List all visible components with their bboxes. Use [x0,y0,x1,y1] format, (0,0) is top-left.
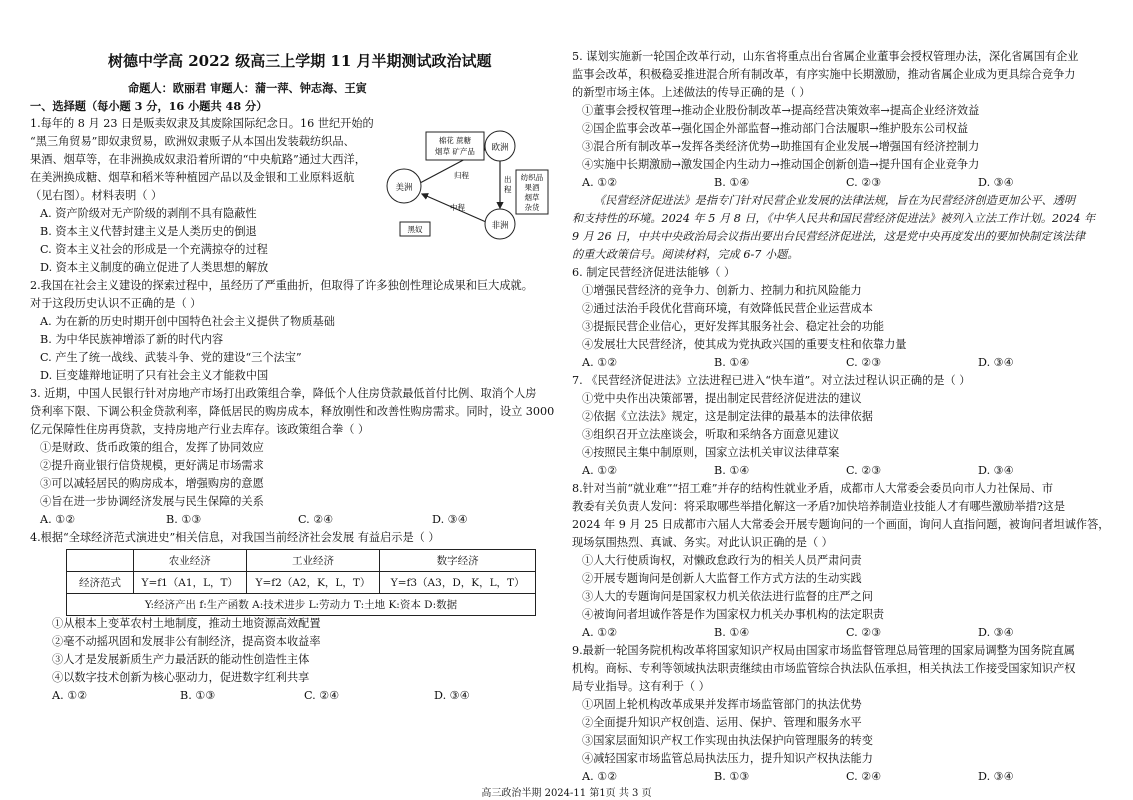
box-right-l3: 烟草 [524,193,540,202]
q5-answer-c: C. ②③ [846,176,882,189]
q7-answer-c: C. ②③ [846,464,882,477]
q8-item: ③人大的专题询问是国家权力机关依法进行监督的庄严之问 [582,590,873,603]
q6-answer-a: A. ①② [582,356,618,369]
q9-item: ④减轻国家市场监管总局执法压力，提升知识产权执法能力 [582,752,873,765]
q7-item: ③组织召开立法座谈会，听取和采纳各方面意见建议 [582,428,840,441]
q6-item: ②通过法治手段优化营商环境，有效降低民营企业运营成本 [582,302,873,315]
q8-item: ④被询问者坦诚作答是作为国家权力机关办事机构的法定职责 [582,608,885,621]
q3-line: 3. 近期，中国人民银行针对房地产市场打出政策组合拳，降低个人住房贷款最低首付比例、取消个人房 [30,387,537,400]
q8-answer-c: C. ②③ [846,626,882,639]
material-line: 和支持性的环境。2024 年 5 月 8 日，《中华人民共和国民营经济促进法》被列入立法工作计划。2024 年 [572,212,1096,225]
middle-label: 中程 [450,203,465,212]
q8-line: 教委有关负责人发问：将采取哪些举措化解这一矛盾?加快培养制造业技能人才有哪些激励举措?这是 [572,500,1066,513]
q9-item: ②全面提升知识产权创造、运用、保护、管理和服务水平 [582,716,862,729]
q1-line: 在美洲换成糖、烟草和稻米等种植园产品以及金银和工业原料返航 [30,171,355,184]
q1-option-a: A. 资产阶级对无产阶级的剥削不具有隐蔽性 [40,207,257,220]
q3-answer-d: D. ③④ [432,513,468,526]
table-header-cell: 农业经济 [134,550,247,572]
q7-answer-d: D. ③④ [978,464,1014,477]
q1-line: 果酒、烟草等，在非洲换成奴隶沿着所谓的“中央航路”通过大西洋， [30,153,366,166]
q9-line: 机构。商标、专利等领域执法职责继续由市场监管综合执法队伍承担，相关执法工作接受国家知识产权 [572,662,1076,675]
q1-option-b: B. 资本主义代替封建主义是人类历史的倒退 [40,225,257,238]
q7-item: ②依据《立法法》规定，这是制定法律的最基本的法律依据 [582,410,873,423]
table-header-cell: 数字经济 [380,550,536,572]
q9-answer-d: D. ③④ [978,770,1014,783]
q8-line: 8.针对当前“就业难”“招工难”并存的结构性就业矛盾，成都市人大常委会委员向市人力社保局、市 [572,482,1054,495]
box-top-line2: 烟草 矿产品 [435,147,475,156]
table-row-label: 经济范式 [67,572,134,594]
q7-item: ④按照民主集中制原则，国家立法机关审议法律草案 [582,446,840,459]
table-header-row [67,550,536,572]
q1-line: 1.每年的 8 月 23 日是贩卖奴隶及其废除国际纪念日。16 世纪开始的 [30,117,374,130]
q5-item: ③混合所有制改革→发挥各类经济优势→助推国有企业发展→增强国有经济控制力 [582,140,980,153]
q9-item: ③国家层面知识产权工作实现由执法保护向管理服务的转变 [582,734,873,747]
return-label: 归程 [454,171,469,180]
q9-answer-a: A. ①② [582,770,618,783]
q3-item: ④旨在进一步协调经济发展与民生保障的关系 [40,495,264,508]
page-title: 树德中学高 2022 级高三上学期 11 月半期测试政治试题 [108,52,492,70]
q8-item: ②开展专题询问是创新人大监督工作方式方法的生动实践 [582,572,862,585]
q7-stem: 7. 《民营经济促进法》立法进程已进入“快车道”。对立法过程认识正确的是（ ） [572,374,971,387]
q4-item: ③人才是发展新质生产力最活跃的能动性创造性主体 [52,653,310,666]
page-footer: 高三政治半期 2024-11 第1页 共 3 页 [481,788,652,799]
q3-item: ③可以减轻居民的购房成本，增强购房的意愿 [40,477,264,490]
q6-item: ①增强民营经济的竞争力、创新力、控制力和抗风险能力 [582,284,862,297]
q4-answer-a: A. ①② [52,689,88,702]
q1-option-c: C. 资本主义社会的形成是一个充满掠夺的过程 [40,243,268,256]
material-line: 《民营经济促进法》是指专门针对民营企业发展的法律法规，旨在为民营经济创造更加公平、透明 [594,194,1076,207]
box-top-line1: 棉花 蔗糖 [438,136,472,145]
q1-line: “黑三角贸易”即奴隶贸易，欧洲奴隶贩子从本国出发装载纺织品、 [30,135,355,148]
q4-stem: 4.根据“全球经济范式演进史”相关信息，对我国当前经济社会发展 有益启示是（ ） [30,531,440,544]
economy-table [66,549,536,616]
table-cell: Y=f1（A1，L，T） [134,572,247,594]
table-cell: Y=f3（A3，D，K，L，T） [380,572,536,594]
q9-answer-b: B. ①③ [714,770,750,783]
triangle-trade-diagram [382,128,550,240]
q6-answer-c: C. ②③ [846,356,882,369]
q6-answer-b: B. ①④ [714,356,750,369]
q1-option-d: D. 资本主义制度的确立促进了人类思想的解放 [40,261,269,274]
q5-line: 的新型市场主体。上述做法的传导正确的是（ ） [572,86,811,99]
q9-line: 局专业指导。这有利于（ ） [572,680,710,693]
q8-answer-b: B. ①④ [714,626,750,639]
material-line: 9 月 26 日，中共中央政治局会议指出要出台民营经济促进法，这是党中央再度发出的要加快制定该法律 [572,230,1086,243]
table-note-row [67,594,536,616]
q5-item: ①董事会授权管理→推动企业股份制改革→提高经营决策效率→提高企业经济效益 [582,104,980,117]
africa-label: 非洲 [491,221,509,231]
q2-option-c: C. 产生了统一战线、武装斗争、党的建设“三个法宝” [40,351,302,364]
q8-answer-d: D. ③④ [978,626,1014,639]
q2-option-b: B. 为中华民族神增添了新的时代内容 [40,333,224,346]
table-header-cell [67,550,134,572]
europe-label: 欧洲 [491,143,509,153]
table-row [67,572,536,594]
q5-line: 监事会改革，积极稳妥推进混合所有制改革，有序实施中长期激励，推动省属企业成为更具综合竞争力 [572,68,1076,81]
q5-item: ④实施中长期激励→激发国企内生动力→推动国企创新创造→提升国有企业竞争力 [582,158,980,171]
q6-stem: 6. 制定民营经济促进法能够（ ） [572,266,736,279]
q5-line: 5. 谋划实施新一轮国企改革行动，山东省将重点出台省属企业董事会授权管理办法，深化省属国有企业 [572,50,1079,63]
q3-line: 亿元保障性住房再贷款，支持房地产行业去库存。该政策组合拳（ ） [30,423,370,436]
q8-answer-a: A. ①② [582,626,618,639]
q3-answer-a: A. ①② [40,513,76,526]
q4-item: ④以数字技术创新为核心驱动力，促进数字红利共享 [52,671,310,684]
material-line: 的重大政策信号。阅读材料，完成 6-7 小题。 [572,248,799,261]
q4-answer-b: B. ①③ [180,689,216,702]
q7-answer-a: A. ①② [582,464,618,477]
q5-item: ②国企监事会改革→强化国企外部监督→推动部门合法履职→维护股东公司权益 [582,122,969,135]
q3-answer-b: B. ①③ [166,513,202,526]
outbound-l2: 程 [504,185,512,194]
q8-line: 2024 年 9 月 25 日成都市六届人大常委会开展专题询问的一个画面，询问人直指问题，被询问者坦诚作答， [572,518,1110,531]
q9-answer-c: C. ②④ [846,770,882,783]
q4-answer-c: C. ②④ [304,689,340,702]
q5-answer-b: B. ①④ [714,176,750,189]
q2-option-a: A. 为在新的历史时期开创中国特色社会主义提供了物质基础 [40,315,335,328]
q7-answer-b: B. ①④ [714,464,750,477]
q8-item: ①人大行使质询权，对懒政怠政行为的相关人员严肃问责 [582,554,862,567]
q6-item: ③提振民营企业信心，更好发挥其服务社会、稳定社会的功能 [582,320,885,333]
q5-answer-d: D. ③④ [978,176,1014,189]
q6-answer-d: D. ③④ [978,356,1014,369]
q7-item: ①党中央作出决策部署，提出制定民营经济促进法的建议 [582,392,862,405]
q6-item: ④发展壮大民营经济，使其成为党执政兴国的重要支柱和依靠力量 [582,338,907,351]
table-cell: Y=f2（A2，K，L，T） [246,572,380,594]
table-header-cell: 工业经济 [246,550,380,572]
q9-item: ①巩固上轮机构改革成果并发挥市场监管部门的执法优势 [582,698,862,711]
q2-line: 2.我国在社会主义建设的探索过程中，虽经历了严重曲折，但取得了许多独创性理论成果和巨大成就。 [30,279,533,292]
table-note: Y:经济产出 f:生产函数 A:技术进步 L:劳动力 T:土地 K:资本 D:数据 [67,594,536,616]
q3-answer-c: C. ②④ [298,513,334,526]
q2-option-d: D. 巨变雄辩地证明了只有社会主义才能救中国 [40,369,269,382]
q4-item: ①从根本上变革农村土地制度，推动土地资源高效配置 [52,617,321,630]
box-right-l1: 纺织品 [520,173,544,182]
authors: 命题人：欧丽君 审题人：蒲一萍、钟志海、王寅 [128,81,367,95]
box-bottom: 黑奴 [407,225,423,234]
q8-line: 现场氛围热烈、真诚、务实。对此认识正确的是（ ） [572,536,833,549]
q2-line: 对于这段历史认识不正确的是（ ） [30,297,202,310]
box-right-l2: 果酒 [524,183,540,192]
q3-item: ②提升商业银行信贷规模，更好满足市场需求 [40,459,264,472]
q1-line: （见右图）。材料表明（ ） [30,189,163,202]
section-heading: 一、选择题（每小题 3 分，16 小题共 48 分） [30,99,268,113]
q3-line: 贷利率下限、下调公积金贷款利率，降低居民的购房成本，释放刚性和改善性购房需求。同时，设立 3000 [30,405,555,418]
q4-answer-d: D. ③④ [434,689,470,702]
q5-answer-a: A. ①② [582,176,618,189]
q3-item: ①是财政、货币政策的组合，发挥了协同效应 [40,441,264,454]
q9-line: 9.最新一轮国务院机构改革将国家知识产权局由国家市场监督管理总局管理的国家局调整为国务院直属 [572,644,1075,657]
america-label: 美洲 [395,183,413,193]
q4-item: ②毫不动摇巩固和发展非公有制经济，提高资本收益率 [52,635,321,648]
box-right-l4: 杂货 [524,203,540,212]
outbound-l1: 出 [504,175,512,184]
